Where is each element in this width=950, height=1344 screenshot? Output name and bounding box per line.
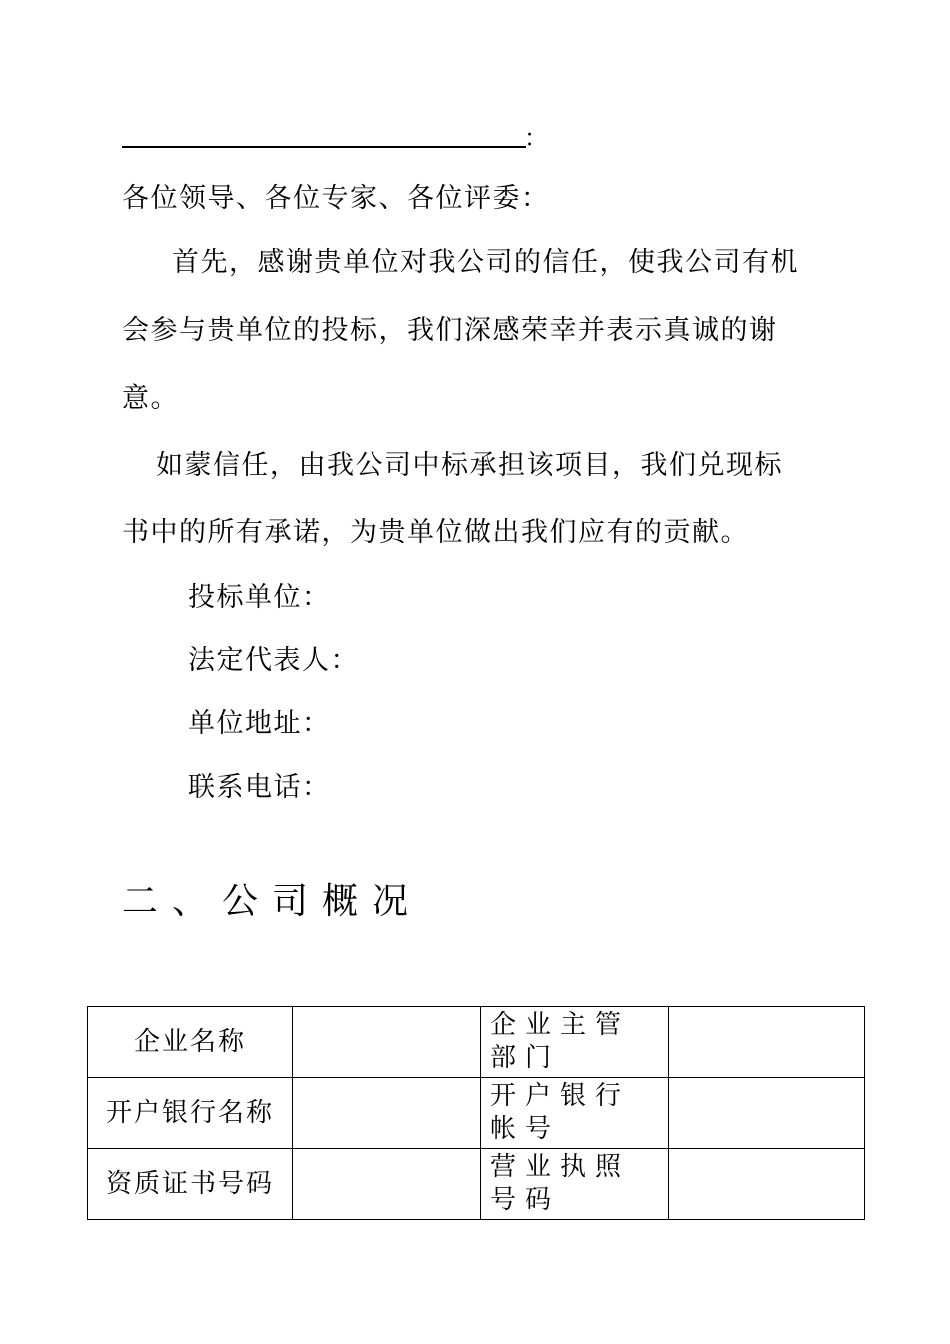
qualification-cert-value [293, 1149, 481, 1220]
addressee-blank-line [122, 146, 526, 148]
table-row [88, 1007, 865, 1078]
table-row [88, 1149, 865, 1220]
paragraph-2-line-1: 如蒙信任，由我公司中标承担该项目，我们兑现标 [156, 450, 783, 481]
business-license-value [669, 1149, 865, 1220]
phone-label: 联系电话： [188, 772, 331, 803]
qualification-cert-label: 资质证书号码 [88, 1149, 293, 1220]
legal-representative-label: 法定代表人： [188, 645, 359, 676]
paragraph-1-line-3: 意。 [122, 383, 179, 414]
bank-account-label: 开户银行帐号 [481, 1078, 669, 1149]
addressee-colon: ： [524, 124, 548, 152]
address-label: 单位地址： [188, 708, 331, 739]
salutation: 各位领导、各位专家、各位评委： [122, 183, 550, 214]
bidder-label: 投标单位： [188, 582, 331, 613]
company-info-table [87, 1006, 865, 1220]
enterprise-name-label: 企业名称 [88, 1007, 293, 1078]
bank-name-value [293, 1078, 481, 1149]
supervising-department-label: 企业主管部门 [481, 1007, 669, 1078]
bank-account-value [669, 1078, 865, 1149]
paragraph-1-line-2: 会参与贵单位的投标，我们深感荣幸并表示真诚的谢 [122, 315, 778, 346]
paragraph-2-line-2: 书中的所有承诺，为贵单位做出我们应有的贡献。 [122, 517, 749, 548]
section-title: 二、公司概况 [122, 881, 423, 922]
bank-name-label: 开户银行名称 [88, 1078, 293, 1149]
business-license-label: 营业执照号码 [481, 1149, 669, 1220]
paragraph-1-line-1: 首先，感谢贵单位对我公司的信任，使我公司有机 [172, 247, 799, 278]
enterprise-name-value [293, 1007, 481, 1078]
table-row [88, 1078, 865, 1149]
supervising-department-value [669, 1007, 865, 1078]
